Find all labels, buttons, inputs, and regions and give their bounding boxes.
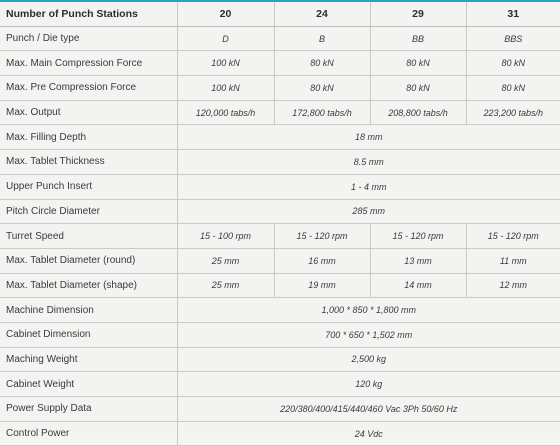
cell-value: 223,200 tabs/h [466,100,560,125]
spec-table [0,2,560,446]
cell-value-merged: 18 mm [177,125,560,150]
cell-value: 100 kN [177,51,274,76]
cell-value-merged: 220/380/400/415/440/460 Vac 3Ph 50/60 Hz [177,397,560,422]
row-label: Punch / Die type [0,26,177,51]
table-header-row [0,2,560,26]
table-row [0,51,560,76]
cell-value: D [177,26,274,51]
table-row [0,26,560,51]
table-row [0,150,560,175]
row-label: Max. Tablet Diameter (shape) [0,273,177,298]
cell-value: BBS [466,26,560,51]
table-row [0,322,560,347]
row-label: Max. Main Compression Force [0,51,177,76]
cell-value-merged: 120 kg [177,372,560,397]
row-label: Pitch Circle Diameter [0,199,177,224]
table-row [0,76,560,101]
cell-value-merged: 1 - 4 mm [177,174,560,199]
table-body [0,26,560,446]
table-row [0,397,560,422]
row-label: Max. Output [0,100,177,125]
table-row [0,100,560,125]
row-label: Max. Pre Compression Force [0,76,177,101]
row-label: Cabinet Dimension [0,322,177,347]
cell-value: 80 kN [466,51,560,76]
row-label: Upper Punch Insert [0,174,177,199]
cell-value: 80 kN [274,76,370,101]
cell-value: 15 - 100 rpm [177,224,274,249]
table-row [0,421,560,446]
cell-value-merged: 8.5 mm [177,150,560,175]
cell-value-merged: 700 * 650 * 1,502 mm [177,322,560,347]
cell-value: BB [370,26,466,51]
cell-value: 15 - 120 rpm [274,224,370,249]
row-label: Power Supply Data [0,397,177,422]
cell-value: 11 mm [466,248,560,273]
row-label: Max. Tablet Thickness [0,150,177,175]
cell-value: 15 - 120 rpm [466,224,560,249]
row-label: Turret Speed [0,224,177,249]
cell-value-merged: 285 mm [177,199,560,224]
header-station-24: 24 [274,2,370,26]
row-label: Max. Filling Depth [0,125,177,150]
cell-value-merged: 1,000 * 850 * 1,800 mm [177,298,560,323]
cell-value: 80 kN [370,51,466,76]
table-row [0,248,560,273]
table-row [0,224,560,249]
cell-value: 120,000 tabs/h [177,100,274,125]
row-label: Maching Weight [0,347,177,372]
header-station-31: 31 [466,2,560,26]
cell-value: 208,800 tabs/h [370,100,466,125]
table-row [0,298,560,323]
cell-value: 25 mm [177,273,274,298]
row-label: Cabinet Weight [0,372,177,397]
cell-value-merged: 24 Vdc [177,421,560,446]
row-label: Machine Dimension [0,298,177,323]
table-row [0,372,560,397]
cell-value: 14 mm [370,273,466,298]
cell-value: 15 - 120 rpm [370,224,466,249]
table-row [0,174,560,199]
header-station-29: 29 [370,2,466,26]
cell-value-merged: 2,500 kg [177,347,560,372]
table-row [0,125,560,150]
cell-value: 80 kN [466,76,560,101]
cell-value: 100 kN [177,76,274,101]
cell-value: B [274,26,370,51]
table-row [0,347,560,372]
cell-value: 13 mm [370,248,466,273]
cell-value: 80 kN [370,76,466,101]
cell-value: 25 mm [177,248,274,273]
cell-value: 172,800 tabs/h [274,100,370,125]
cell-value: 80 kN [274,51,370,76]
cell-value: 12 mm [466,273,560,298]
cell-value: 19 mm [274,273,370,298]
header-title: Number of Punch Stations [0,2,177,26]
table-row [0,273,560,298]
row-label: Max. Tablet Diameter (round) [0,248,177,273]
row-label: Control Power [0,421,177,446]
cell-value: 16 mm [274,248,370,273]
header-station-20: 20 [177,2,274,26]
table-row [0,199,560,224]
